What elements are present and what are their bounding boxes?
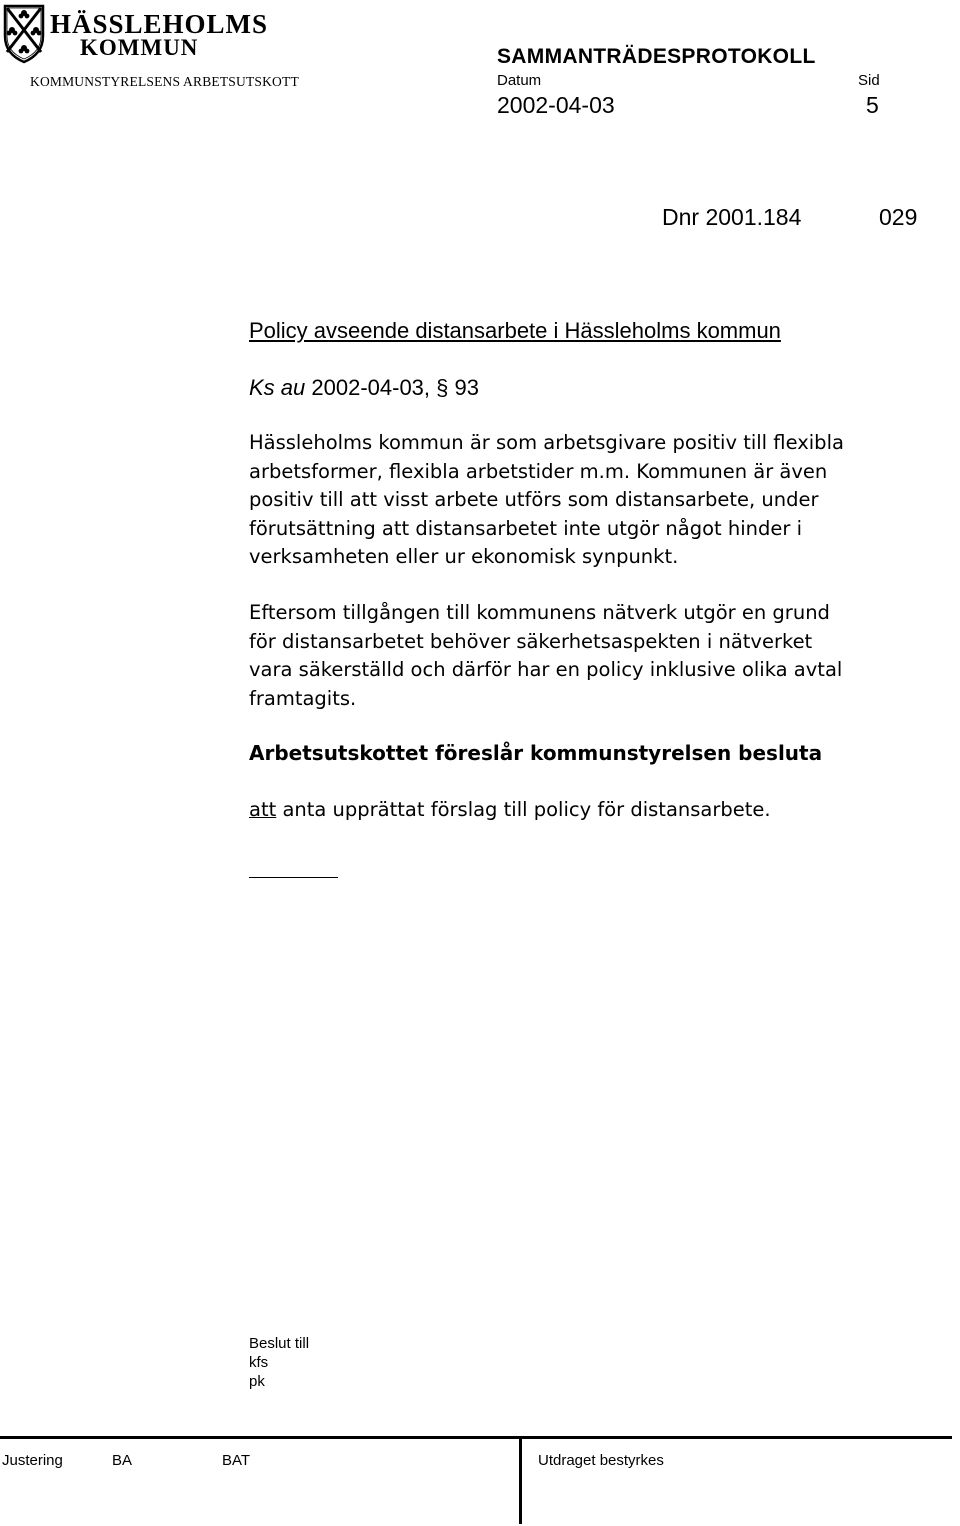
justering-label: Justering: [2, 1452, 63, 1469]
paragraph-line: förutsättning att distansarbetet inte utgör något hinder i: [249, 516, 803, 540]
decision-att: att: [249, 798, 277, 821]
paragraph-line: för distansarbetet behöver säkerhetsaspekten i nätverket: [249, 629, 813, 653]
footer-rule: [0, 1436, 952, 1439]
committee-name: KOMMUNSTYRELSENS ARBETSUTSKOTT: [30, 74, 299, 89]
case-code: 029: [879, 204, 918, 230]
org-name-line2: KOMMUN: [80, 35, 199, 60]
paragraph-line: positiv till att visst arbete utförs som distansarbete, under: [249, 488, 819, 511]
date-value: 2002-04-03: [497, 92, 615, 118]
proposal-heading: Arbetsutskottet föreslår kommunstyrelsen besluta: [249, 741, 823, 765]
separator-line: [249, 877, 338, 878]
subject-heading: Policy avseende distansarbete i Hässleholms kommun: [249, 318, 781, 343]
reference-body: Ks au: [249, 375, 306, 400]
reference-date-paragraph: 2002-04-03, § 93: [305, 375, 479, 400]
paragraph-line: framtagits.: [249, 686, 357, 710]
footer-divider: [519, 1436, 522, 1524]
paragraph-line: Hässleholms kommun är som arbetsgivare positiv till flexibla: [249, 431, 844, 454]
case-number: Dnr 2001.184: [662, 204, 802, 230]
distribution-line: kfs: [249, 1354, 269, 1371]
initials-ba: BA: [112, 1452, 133, 1469]
paragraph-line: vara säkerställd och därför har en policy inklusive olika avtal: [249, 658, 843, 681]
decision-text: [249, 798, 771, 821]
paragraph-line: Eftersom tillgången till kommunens nätverk utgör en grund: [249, 601, 830, 624]
coat-of-arms-icon: [2, 2, 46, 64]
org-name-line1: HÄSSLEHOLMS: [50, 9, 269, 39]
paragraph-1: [249, 429, 960, 572]
page-label: Sid: [858, 72, 880, 89]
distribution-line: pk: [249, 1373, 265, 1390]
page-number: 5: [866, 92, 879, 118]
decision-body: anta upprättat förslag till policy för distansarbete.: [276, 798, 771, 821]
certified-label: Utdraget bestyrkes: [538, 1452, 664, 1469]
distribution-line: Beslut till: [249, 1335, 310, 1352]
date-label: Datum: [497, 72, 542, 89]
initials-bat: BAT: [222, 1452, 251, 1469]
document-title: SAMMANTRÄDESPROTOKOLL: [497, 45, 816, 68]
meeting-reference: [249, 375, 479, 401]
paragraph-line: arbetsformer, flexibla arbetstider m.m. Kommunen är även: [249, 459, 828, 483]
paragraph-2: [249, 599, 960, 713]
paragraph-line: verksamheten eller ur ekonomisk synpunkt.: [249, 545, 679, 568]
